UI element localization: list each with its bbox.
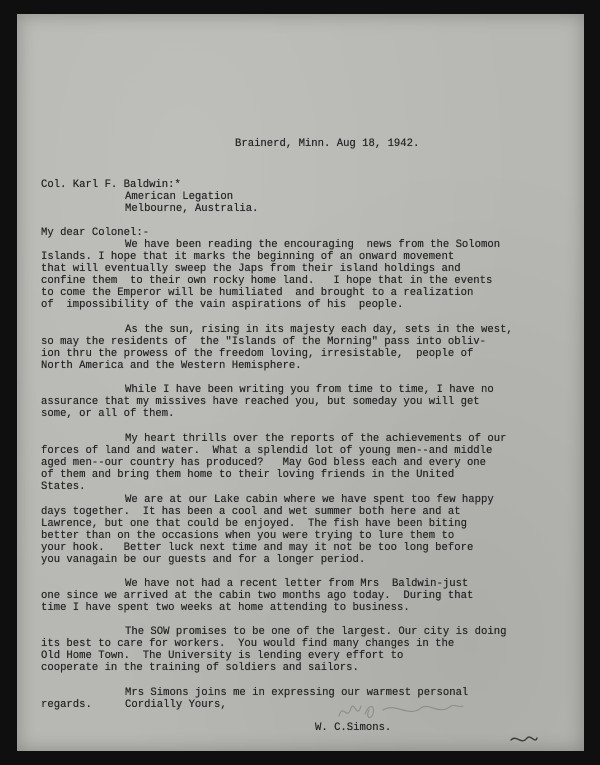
closing-line: regards.: [41, 699, 92, 711]
body-line: of them and bring them home to their loving friends in the United: [41, 469, 455, 481]
body-line: some, or all of them.: [41, 408, 175, 420]
body-line: your hook. Better luck next time and may it not be too long before: [41, 542, 474, 554]
complimentary-close: Cordially Yours,: [125, 699, 227, 711]
recipient-name: Col. Karl F. Baldwin:*: [41, 179, 181, 191]
body-line: so may the residents of the "Islands of the Morning" pass into obliv-: [41, 336, 487, 348]
body-line: We have not had a recent letter from Mrs Baldwin-just: [125, 578, 469, 590]
body-line: days together. It has been a cool and wet summer both here and at: [41, 506, 461, 518]
body-line: North America and the Western Hemisphere.: [41, 360, 302, 372]
body-line: We are at our Lake cabin where we have spent too few happy: [125, 494, 494, 506]
body-line: Lawrence, but one that could be enjoyed. The fish have been biting: [41, 518, 467, 530]
body-line: As the sun, rising in its majesty each day, sets in the west,: [125, 324, 513, 336]
body-line: that will eventually sweep the Japs from their island holdings and: [41, 263, 461, 275]
body-line: you vanagain be our guests and for a longer period.: [41, 554, 366, 566]
body-line: assurance that my missives have reached you, but someday you will get: [41, 396, 480, 408]
recipient-address-line: American Legation: [125, 191, 234, 203]
body-line: ion thru the prowess of the freedom loving, irresistable, people of: [41, 348, 474, 360]
body-line: of impossibility of the vain aspirations of his people.: [41, 299, 404, 311]
recipient-address-line: Melbourne, Australia.: [125, 203, 259, 215]
dateline: Brainerd, Minn. Aug 18, 1942.: [235, 138, 420, 150]
salutation: My dear Colonel:-: [41, 227, 150, 239]
body-line: Islands. I hope that it marks the beginning of an onward movement: [41, 251, 455, 263]
body-line: cooperate in the training of soldiers and sailors.: [41, 662, 359, 674]
body-line: one since we arrived at the cabin two months ago today. During that: [41, 590, 474, 602]
body-line: The SOW promises to be one of the largest. Our city is doing: [125, 626, 507, 638]
body-line: aged men--our country has produced? May God bless each and every one: [41, 457, 487, 469]
body-line: My heart thrills over the reports of the achievements of our: [125, 433, 507, 445]
body-line: States.: [41, 481, 86, 493]
body-line: better than on the occasions when you were trying to lure them to: [41, 530, 455, 542]
body-line: confine them to their own rocky home land. I hope that in the events: [41, 275, 493, 287]
body-line: its best to care for workers. You would find many changes in the: [41, 638, 455, 650]
body-line: While I have been writing you from time to time, I have no: [125, 384, 494, 396]
letter-page: [17, 14, 584, 751]
body-line: Old Home Town. The University is lending every effort to: [41, 650, 404, 662]
closing-line: Mrs Simons joins me in expressing our warmest personal: [125, 687, 469, 699]
typed-signature: W. C.Simons.: [315, 722, 392, 734]
body-line: time I have spent two weeks at home attending to business.: [41, 602, 410, 614]
body-line: to come the Emperor will be humiliated and brought to a realization: [41, 287, 474, 299]
ink-mark: [509, 732, 539, 748]
body-line: forces of land and water. What a splendid lot of young men--and middle: [41, 445, 493, 457]
body-line: We have been reading the encouraging news from the Solomon: [125, 239, 501, 251]
